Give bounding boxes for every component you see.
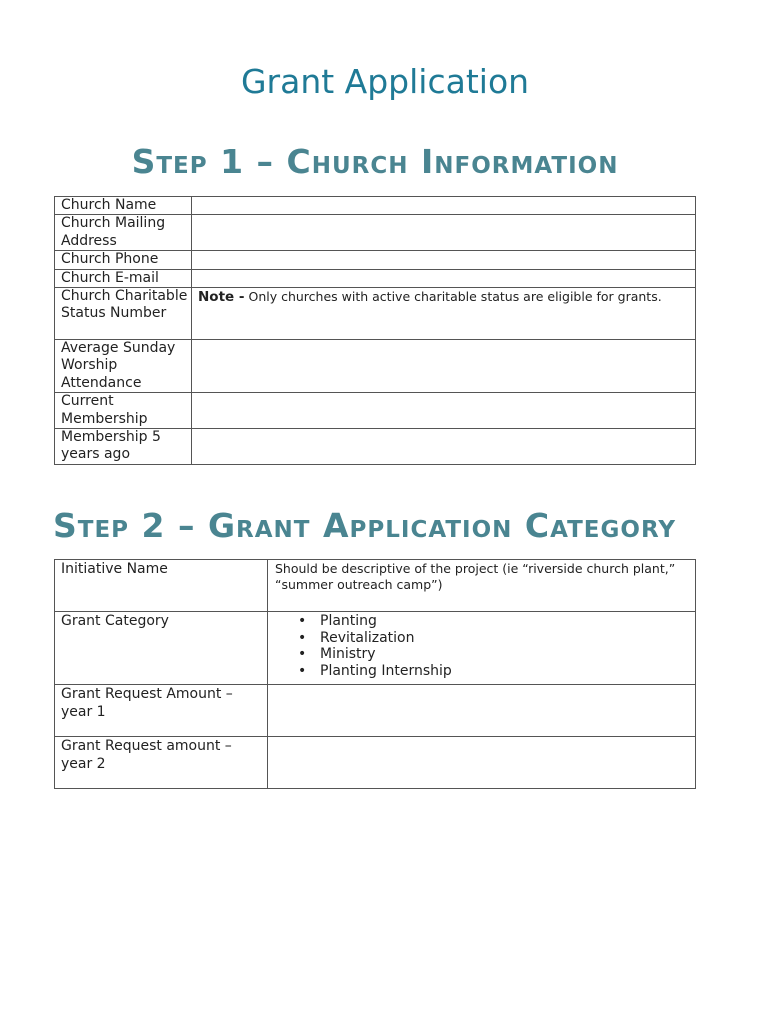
church-phone-label: Church Phone (55, 251, 192, 269)
table-row (55, 560, 696, 612)
table-row (55, 251, 696, 269)
church-name-label: Church Name (55, 197, 192, 215)
grant-category-list (275, 613, 695, 679)
list-item[interactable]: • Planting (320, 613, 695, 630)
page-title: Grant Application (240, 62, 530, 101)
note-text: Only churches with active charitable status are eligible for grants. (248, 289, 662, 305)
table-row (55, 340, 696, 393)
church-information-table (54, 196, 696, 465)
grant-request-year2-field[interactable] (268, 737, 696, 789)
sunday-attendance-label: Average Sunday Worship Attendance (55, 340, 192, 393)
grant-category-label: Grant Category (55, 612, 268, 685)
list-item[interactable]: • Planting Internship (320, 663, 695, 680)
current-membership-field[interactable] (192, 393, 696, 429)
grant-request-year1-field[interactable] (268, 685, 696, 737)
note-label: Note - (198, 289, 245, 306)
church-name-field[interactable] (192, 197, 696, 215)
table-row (55, 737, 696, 789)
table-row (55, 393, 696, 429)
church-phone-field[interactable] (192, 251, 696, 269)
table-row (55, 429, 696, 465)
list-item[interactable]: • Ministry (320, 646, 695, 663)
step1-heading: Step 1 – Church Information (131, 142, 619, 181)
membership-5-years-field[interactable] (192, 429, 696, 465)
table-row (55, 288, 696, 340)
current-membership-label: Current Membership (55, 393, 192, 429)
initiative-name-label: Initiative Name (55, 560, 268, 612)
grant-category-table (54, 559, 696, 789)
church-mailing-address-field[interactable] (192, 215, 696, 251)
charitable-status-field[interactable] (192, 288, 696, 340)
church-email-label: Church E-mail (55, 269, 192, 287)
church-email-field[interactable] (192, 269, 696, 287)
list-item[interactable]: • Revitalization (320, 630, 695, 647)
initiative-name-field[interactable] (268, 560, 696, 612)
table-row (55, 685, 696, 737)
church-mailing-address-label: Church Mailing Address (55, 215, 192, 251)
table-row (55, 612, 696, 685)
charitable-status-label: Church Charitable Status Number (55, 288, 192, 340)
table-row (55, 215, 696, 251)
grant-request-year1-label: Grant Request Amount – year 1 (55, 685, 268, 737)
grant-request-year2-label: Grant Request amount – year 2 (55, 737, 268, 789)
membership-5-years-label: Membership 5 years ago (55, 429, 192, 465)
initiative-name-hint: Should be descriptive of the project (ie “riverside church plant,” “summer outreach camp”) (275, 561, 676, 592)
table-row (55, 197, 696, 215)
grant-category-field (268, 612, 696, 685)
sunday-attendance-field[interactable] (192, 340, 696, 393)
step2-heading: Step 2 – Grant Application Category (53, 506, 677, 545)
table-row (55, 269, 696, 287)
